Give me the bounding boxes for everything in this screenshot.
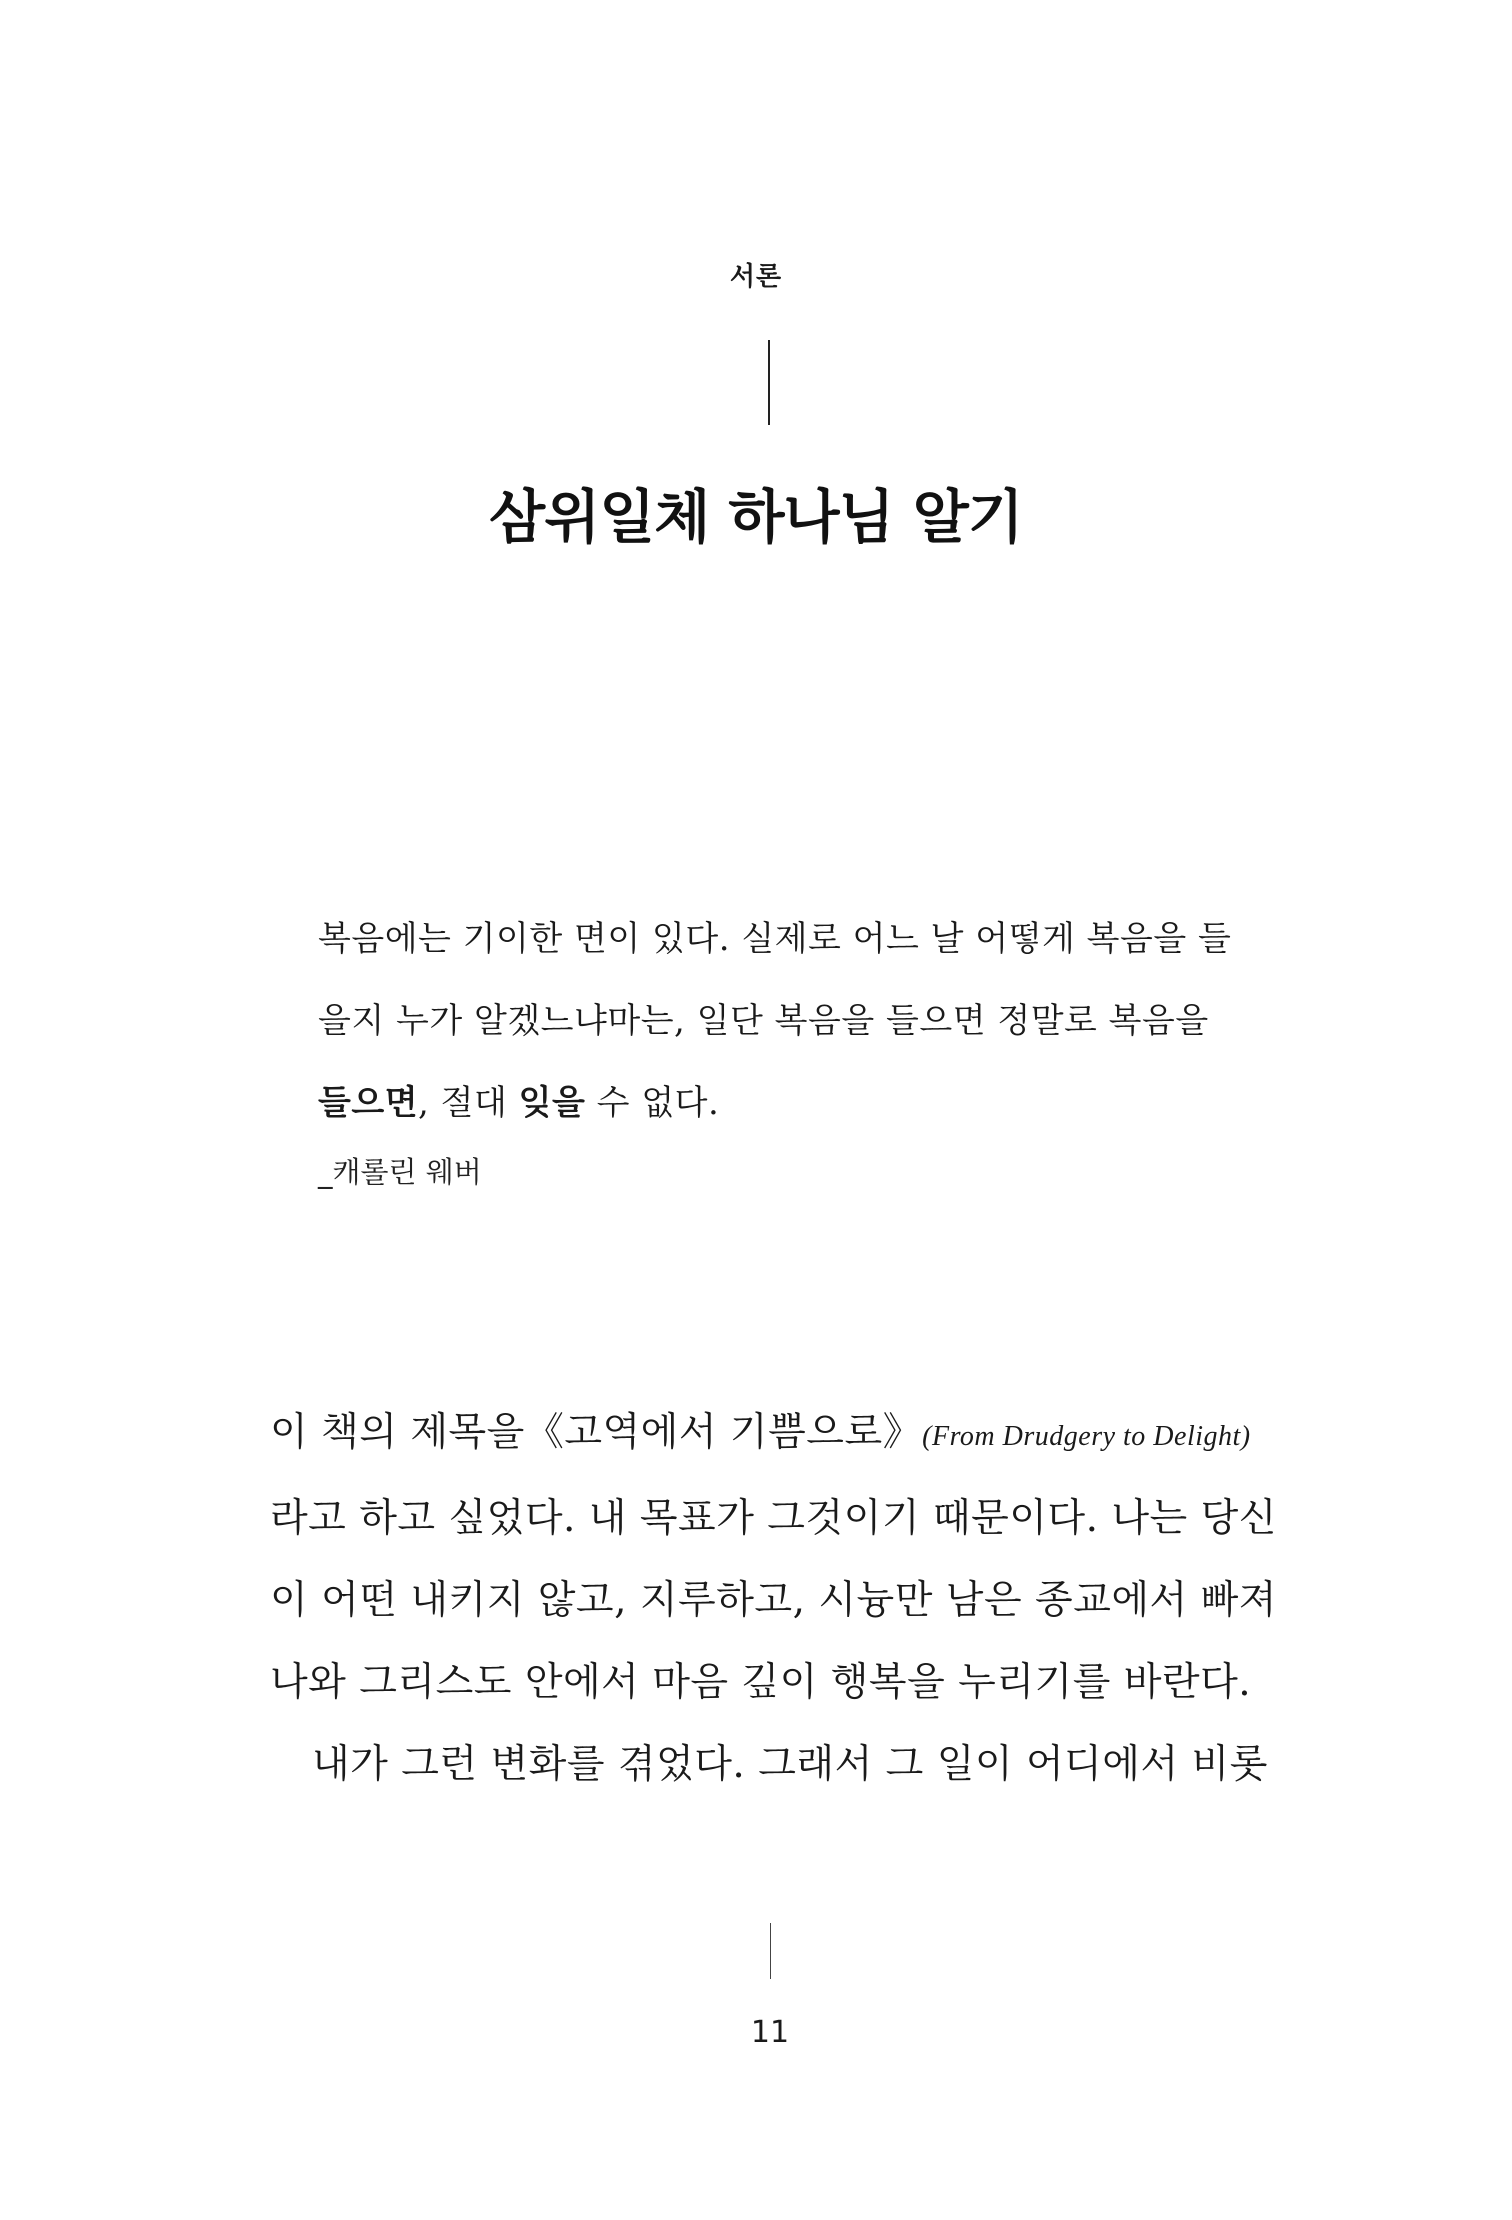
epigraph-emphasis: 잊을 [518, 1083, 586, 1123]
epigraph-text: 수 없다. [585, 1083, 720, 1123]
epigraph-line [318, 1062, 1238, 1144]
epigraph-attribution: _캐롤린 웨버 [318, 1155, 482, 1189]
body-text: 이 책의 제목을《고역에서 기쁨으로》 [270, 1410, 923, 1455]
page-number: 11 [750, 2015, 790, 2050]
epigraph-quote [318, 898, 1238, 1144]
title-divider [768, 340, 770, 425]
body-line [270, 1392, 1282, 1478]
epigraph-line: 을지 누가 알겠느냐마는, 일단 복음을 들으면 정말로 복음을 [318, 1001, 1209, 1041]
body-paragraph [270, 1392, 1282, 1806]
chapter-title: 삼위일체 하나님 알기 [489, 483, 1023, 551]
footer-divider [770, 1923, 771, 1979]
epigraph-text: , 절대 [418, 1083, 519, 1123]
epigraph-emphasis: 들으면 [318, 1083, 419, 1123]
body-line: 나와 그리스도 안에서 마음 깊이 행복을 누리기를 바란다. [270, 1660, 1252, 1705]
epigraph-line: 복음에는 기이한 면이 있다. 실제로 어느 날 어떻게 복음을 들 [318, 919, 1232, 959]
body-line: 라고 하고 싶었다. 내 목표가 그것이기 때문이다. 나는 당신 [270, 1496, 1277, 1541]
body-line: 내가 그런 변화를 겪었다. 그래서 그 일이 어디에서 비롯 [312, 1742, 1268, 1787]
body-line: 이 어떤 내키지 않고, 지루하고, 시늉만 남은 종교에서 빠져 [270, 1578, 1277, 1623]
chapter-label: 서론 [729, 262, 783, 292]
english-title: (From Drudgery to Delight) [922, 1421, 1251, 1452]
